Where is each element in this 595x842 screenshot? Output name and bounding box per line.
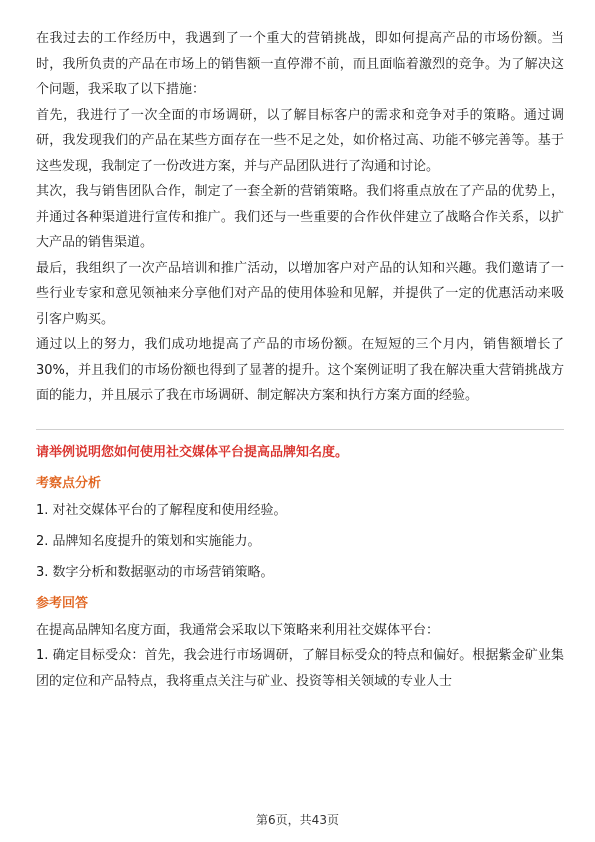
- section-divider: [36, 429, 564, 430]
- analysis-item-1: 1. 对社交媒体平台的了解程度和使用经验。: [36, 502, 287, 518]
- answer-intro: 在提高品牌知名度方面，我通常会采取以下策略来利用社交媒体平台：: [36, 622, 440, 638]
- intro-paragraph-4: 最后，我组织了一次产品培训和推广活动，以增加客户对产品的认知和兴趣。我们邀请了一些行业专家和意见领袖来分享他们对产品的使用体验和见解，并提供了一定的优惠活动来吸引客户购买。: [36, 260, 564, 327]
- answer-point-1: 1. 确定目标受众：首先，我会进行市场调研，了解目标受众的特点和偏好。根据紫金矿业集团的定位和产品特点，我将重点关注与矿业、投资等相关领域的专业人士: [36, 648, 564, 689]
- intro-paragraph-1: 在我过去的工作经历中，我遇到了一个重大的营销挑战，即如何提高产品的市场份额。当时，我所负责的产品在市场上的销售额一直停滞不前，而且面临着激烈的竞争。为了解决这个问题，我采取了以下措施：: [36, 31, 564, 97]
- analysis-item-3: 3. 数字分析和数据驱动的市场营销策略。: [36, 564, 274, 580]
- page-content: [36, 26, 564, 694]
- analysis-heading: 考察点分析: [36, 475, 102, 491]
- question-title: 请举例说明您如何使用社交媒体平台提高品牌知名度。: [36, 444, 349, 460]
- intro-paragraph-5: 通过以上的努力，我们成功地提高了产品的市场份额。在短短的三个月内，销售额增长了30%，并且我们的市场份额也得到了显著的提升。这个案例证明了我在解决重大营销挑战方面的能力，并且展示了我在市场调研、制定解决方案和执行方案方面的经验。: [36, 337, 564, 403]
- analysis-item-2: 2. 品牌知名度提升的策划和实施能力。: [36, 533, 261, 549]
- intro-paragraph-2: 首先，我进行了一次全面的市场调研，以了解目标客户的需求和竞争对手的策略。通过调研，我发现我们的产品在某些方面存在一些不足之处，如价格过高、功能不够完善等。基于这些发现，我制定了一份改进方案，并与产品团队进行了沟通和讨论。: [36, 107, 564, 174]
- page-number-footer: 第6页，共43页: [256, 813, 339, 827]
- intro-paragraph-3: 其次，我与销售团队合作，制定了一套全新的营销策略。我们将重点放在了产品的优势上，并通过各种渠道进行宣传和推广。我们还与一些重要的合作伙伴建立了战略合作关系，以扩大产品的销售渠道。: [36, 184, 564, 250]
- answer-heading: 参考回答: [36, 595, 89, 611]
